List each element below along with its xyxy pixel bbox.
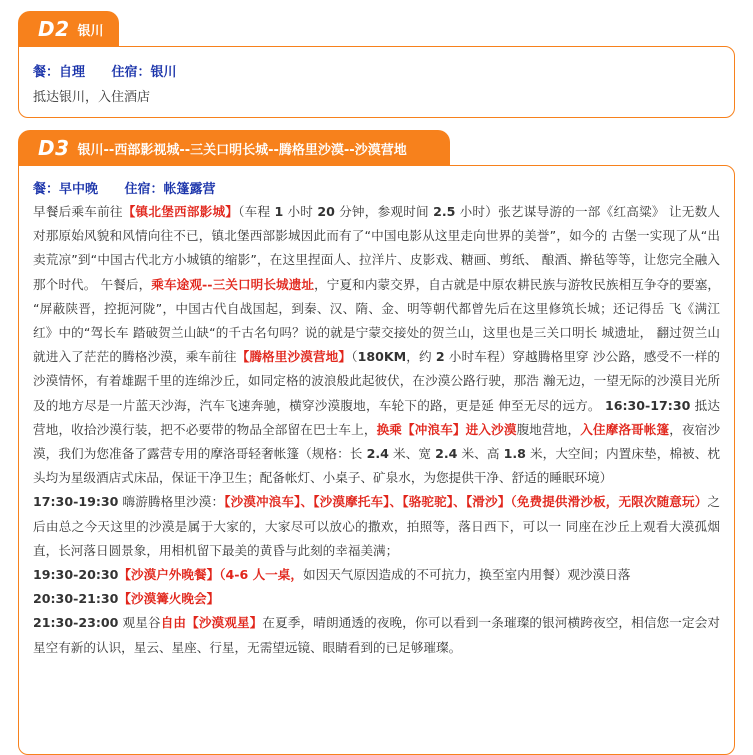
body-text: 早餐后乘车前往 [33,204,123,219]
bold-value: 16:30-17:30 [604,397,691,413]
itinerary-paragraph [33,200,720,490]
body-text: 在夏季，晴朗通透的夜晚，你可以看到一条璀璨的银河横跨夜空，相信您一定会对星空有新的认识，星云、星座、行星，无需望远镜、眼睛看到的已足够璀璨。 [33,615,721,655]
itinerary-paragraph [33,611,720,659]
bold-value: 2 [435,349,445,365]
arrangement-text: 抵达银川，入住酒店 [33,90,151,105]
body-text: 米、高 [457,446,504,462]
meal-info: 餐：自理 [33,65,86,80]
stay-info: 住宿：帐篷露营 [124,182,216,197]
body-text: 小时）张艺谋导游的一部《红高粱》 让无数人对那原始风貌和风情向往不已，镇北堡西部影城因此而有了“中国电影从这里走向世界的美誉”，如今的 古堡一实现了从“出卖荒凉”到“中国古代北方小城镇的缩影”，在这里捏面人、拉洋片、皮影戏、糖画、剪纸、 酿酒、擀毡等等，让您完全融入那个时代。 午餐后， [33,204,720,292]
body-text: 米，大空间；内置床垫，棉被、枕头均为星级酒店式床品，保证干净卫生；配备帐灯、小桌子、矿泉水，为您提供干净、舒适的睡眠环境） [33,446,720,486]
bold-value: 17:30-19:30 [33,494,119,510]
day-title: 银川--西部影视城--三关口明长城--腾格里沙漠--沙漠营地 [77,142,407,158]
body-text: 如因天气原因造成的不可抗力，换至室内用餐）观沙漠日落 [302,567,631,583]
bold-value: 20 [317,204,335,219]
itinerary-paragraph [33,490,720,563]
bold-value: 1.8 [503,446,526,462]
day-title: 银川 [77,23,104,39]
highlight-text: 换乘【冲浪车】进入沙漠 [376,421,517,437]
itinerary-paragraph [33,563,720,587]
bold-value: 180KM [357,349,407,365]
highlight-text: 【腾格里沙漠营地】 [236,349,352,365]
stay-info: 住宿：银川 [111,65,177,80]
body-text: （ [351,349,358,365]
body-text: （车程 [238,204,275,219]
body-text: ，夜宿沙漠，我们为您准备了露营专用的摩洛哥轻奢帐篷（规格：长 [33,421,721,462]
body-text: ，约 [406,349,436,365]
highlight-text: 入住摩洛哥帐篷 [580,421,670,437]
body-text: 嗨游腾格里沙漠： [118,494,225,510]
day-box-d2 [18,46,735,118]
day-tab-d3 [18,130,450,166]
body-text: 抵达营地，收拾沙漠行装，把不必要带的物品全部留在巴士车上， [33,397,720,437]
day-number: D3 [38,136,70,160]
bold-value: 21:30-23:00 [33,615,119,631]
highlight-text: 【镇北堡西部影城】 [122,204,239,219]
bold-value: 2.5 [433,204,456,219]
highlight-text: 乘车途观--三关口明长城遗址 [151,276,315,292]
day-tab-d2 [18,11,119,47]
highlight-text: 【沙漠篝火晚会】 [118,591,220,607]
day-box-d3 [18,165,735,755]
highlight-text: 自由【沙漠观星】 [160,615,263,631]
body-text: 米、宽 [388,446,436,462]
bold-value: 19:30-20:30 [33,567,119,583]
body-text: ，宁夏和内蒙交界，自古就是中原农耕民族与游牧民族相互争夺的要塞， “屏蔽陕晋，控扼河陇”，中国古代自战国起，到秦、汉、隋、金、明等朝代都曾先后在这里修筑长城；还记得岳 飞《满江红》中的“驾长车 踏破贺兰山缺“的千古名句吗？说的就是宁蒙交接处的贺兰山，这里也是三关口明长 城遗址， 翻过贺兰山就进入了茫茫的腾格沙漠，乘车前往 [33,276,720,365]
highlight-text: 【沙漠户外晚餐】（4-6 人一桌， [118,567,303,583]
body-text: 观星谷 [118,615,161,631]
body-text: 分钟，参观时间 [334,204,434,219]
bold-value: 1 [274,204,284,219]
body-text: 小时车程）穿越腾格里穿 沙公路，感受不一样的沙漠情怀，有着雄踞千里的连绵沙丘，如同定格的波浪般此起彼伏，在沙漠公路行驶，那浩 瀚无边，一望无际的沙漠目光所及的地方尽是一片蓝天沙海，汽车飞速奔驰，横穿沙漠腹地，车轮下的路，更是延 伸至无尽的远方。 [33,349,721,413]
body-text: 腹地营地， [516,421,581,437]
highlight-text: 【沙漠冲浪车】、【沙漠摩托车】、【骆驼驼】、【滑沙】（免费提供滑沙板，无限次随意玩） [224,494,708,510]
bold-value: 2.4 [366,446,389,462]
body-text: 之后由总之今天这里的沙漠是属于大家的，大家尽可以放心的撒欢，拍照等，落日西下，可以一 同座在沙丘上观看大漠孤烟直，长河落日圆景象，用相机留下最美的黄昏与此刻的幸福美满； [33,494,720,558]
bold-value: 20:30-21:30 [33,591,119,607]
day-number: D2 [38,17,70,41]
meta-row [33,61,734,80]
meal-info: 餐：早中晚 [33,182,99,197]
body-text: 小时 [283,204,318,219]
itinerary-paragraph [33,587,720,611]
bold-value: 2.4 [435,446,458,462]
meta-row [33,178,720,197]
